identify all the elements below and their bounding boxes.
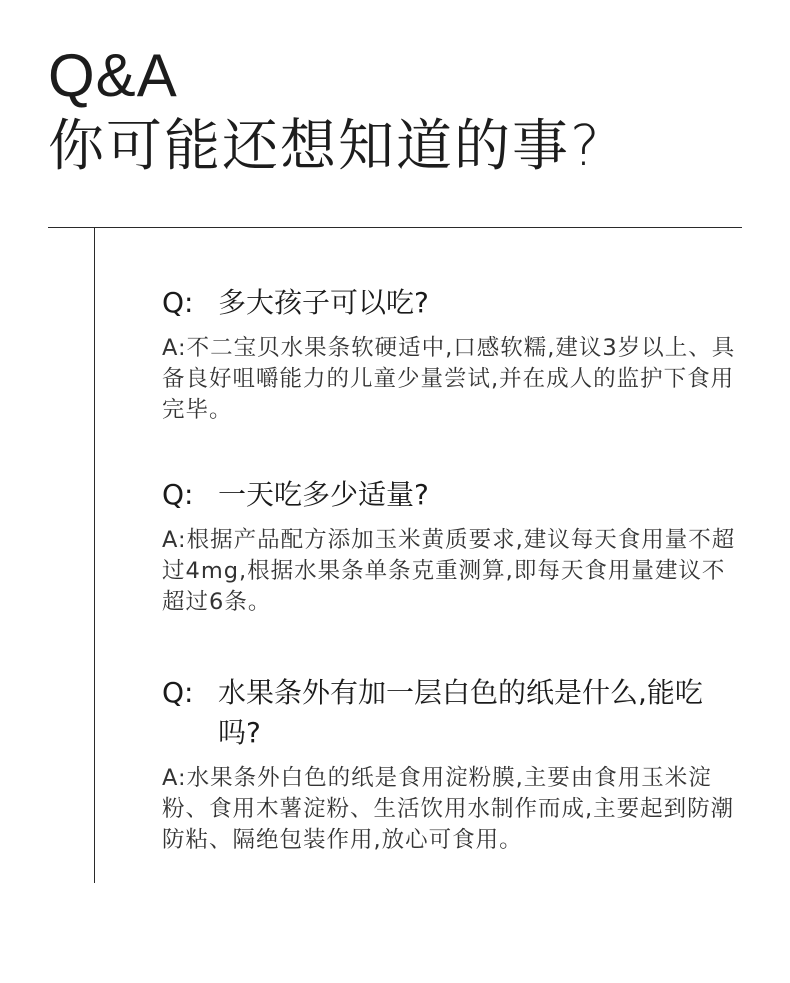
answer-2: A:根据产品配方添加玉米黄质要求,建议每天食用量不超过4mg,根据水果条单条克重测算,即每天食用量建议不超过6条。 bbox=[162, 527, 736, 615]
answer-1: A:不二宝贝水果条软硬适中,口感软糯,建议3岁以上、具备良好咀嚼能力的儿童少量尝试,并在成人的监护下食用完毕。 bbox=[162, 335, 736, 423]
title-english: Q&A bbox=[48, 42, 178, 109]
question-2 bbox=[162, 475, 742, 515]
question-text: 多大孩子可以吃? bbox=[218, 286, 429, 319]
question-prefix: Q: bbox=[162, 676, 194, 709]
faq-item-3 bbox=[162, 673, 742, 856]
title-chinese: 你可能还想知道的事? bbox=[48, 114, 602, 179]
question-prefix: Q: bbox=[162, 478, 194, 511]
answer-3: A:水果条外白色的纸是食用淀粉膜,主要由食用玉米淀粉、食用木薯淀粉、生活饮用水制作而成,主要起到防潮防粘、隔绝包装作用,放心可食用。 bbox=[162, 765, 735, 853]
faq-item-2 bbox=[162, 475, 742, 618]
question-text: 一天吃多少适量? bbox=[218, 478, 429, 511]
faq-item-1 bbox=[162, 283, 742, 426]
question-prefix: Q: bbox=[162, 286, 194, 319]
question-3 bbox=[162, 673, 742, 753]
question-text: 水果条外有加一层白色的纸是什么,能吃吗? bbox=[218, 676, 703, 749]
horizontal-divider bbox=[48, 227, 742, 228]
vertical-divider bbox=[94, 227, 95, 883]
question-1 bbox=[162, 283, 742, 323]
